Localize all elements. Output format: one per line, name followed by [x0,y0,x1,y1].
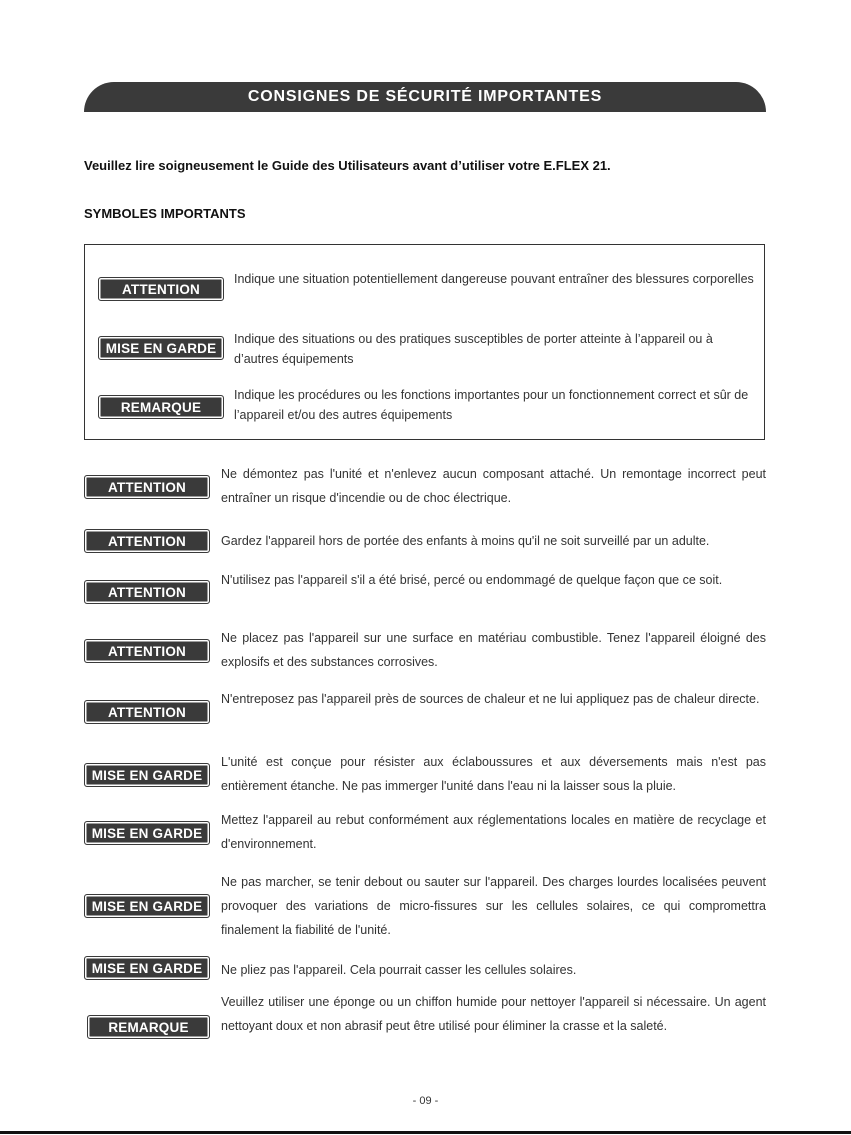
warning-text: L'unité est conçue pour résister aux éclaboussures et aux déversements mais n'est pas entièrement étanche. Ne pas immerger l'unité dans l'eau ni la laisser sous la pluie. [221,755,766,793]
warning-badge: MISE EN GARDE [84,763,210,787]
attention-badge: ATTENTION [98,277,224,301]
page-number: - 09 - [412,1095,439,1107]
symbols-heading: SYMBOLES IMPORTANTS [84,206,246,221]
warning-text: Gardez l'appareil hors de portée des enfants à moins qu'il ne soit surveillé par un adulte. [221,534,710,548]
warning-text: Ne pliez pas l'appareil. Cela pourrait casser les cellules solaires. [221,963,577,977]
section-header-banner [84,82,766,112]
mise-en-garde-description: Indique des situations ou des pratiques susceptibles de porter atteinte à l’appareil ou à d’autres équipements [234,332,713,366]
warning-text: N'entreposez pas l'appareil près de sources de chaleur et ne lui appliquez pas de chaleur directe. [221,692,760,706]
warning-text: Ne placez pas l'appareil sur une surface en matériau combustible. Tenez l'appareil éloigné des explosifs et des substances corrosives. [221,631,766,669]
warning-badge: MISE EN GARDE [84,821,210,845]
warning-badge: ATTENTION [84,580,210,604]
bottom-divider [0,1131,851,1134]
warning-badge: ATTENTION [84,639,210,663]
warning-text: Ne pas marcher, se tenir debout ou sauter sur l'appareil. Des charges lourdes localisées peuvent provoquer des variations de micro-fissures sur les cellules solaires, ce qui compromettra finalement la fiabilité de l'unité. [221,875,766,937]
warning-badge: ATTENTION [84,475,210,499]
warning-text: Mettez l'appareil au rebut conformément aux réglementations locales en matière de recyclage et d'environnement. [221,813,766,851]
section-title: CONSIGNES DE SÉCURITÉ IMPORTANTES [247,88,603,105]
attention-description: Indique une situation potentiellement dangereuse pouvant entraîner des blessures corporelles [234,272,754,286]
warning-text: N'utilisez pas l'appareil s'il a été brisé, percé ou endommagé de quelque façon que ce soit. [221,573,723,587]
warning-badge: MISE EN GARDE [84,894,210,918]
mise-en-garde-badge: MISE EN GARDE [98,336,224,360]
warning-text: Ne démontez pas l'unité et n'enlevez aucun composant attaché. Un remontage incorrect peut entraîner un risque d'incendie ou de choc électrique. [221,467,766,505]
symbols-legend-box [84,244,765,440]
remarque-description: Indique les procédures ou les fonctions importantes pour un fonctionnement correct et sûr de l’appareil et/ou des autres équipements [234,388,749,422]
warning-badge: ATTENTION [84,529,210,553]
warning-badge: MISE EN GARDE [84,956,210,980]
remarque-badge: REMARQUE [98,395,224,419]
warning-text: Veuillez utiliser une éponge ou un chiffon humide pour nettoyer l'appareil si nécessaire. Un agent nettoyant doux et non abrasif peut être utilisé pour éliminer la crasse et la saleté. [221,995,766,1033]
warning-badge: ATTENTION [84,700,210,724]
warning-badge: REMARQUE [87,1015,210,1039]
intro-text: Veuillez lire soigneusement le Guide des Utilisateurs avant d’utiliser votre E.FLEX 21. [84,158,611,173]
